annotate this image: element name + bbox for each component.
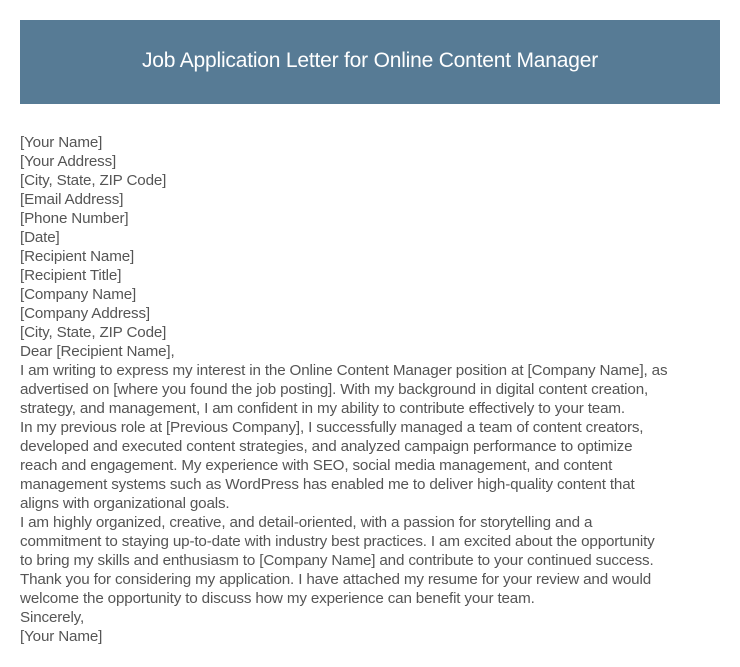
letter-date: [Date] [20, 229, 60, 246]
salutation: Dear [Recipient Name], [20, 343, 175, 360]
page-title: Job Application Letter for Online Content Manager [142, 49, 598, 72]
paragraph-line: In my previous role at [Previous Company], I successfully managed a team of content creators, [20, 419, 644, 436]
paragraph-qualities [20, 513, 725, 570]
recipient-block [20, 247, 725, 342]
paragraph-line: reach and engagement. My experience with SEO, social media management, and content [20, 457, 613, 474]
paragraph-line: advertised on [where you found the job posting]. With my background in digital content creation, [20, 381, 649, 398]
recipient-company: [Company Name] [20, 286, 137, 303]
closing: Sincerely, [20, 609, 85, 626]
paragraph-line: I am writing to express my interest in the Online Content Manager position at [Company Name], as [20, 362, 668, 379]
sender-block [20, 133, 725, 228]
paragraph-line: to bring my skills and enthusiasm to [Company Name] and contribute to your continued success. [20, 552, 654, 569]
paragraph-line: Thank you for considering my application. I have attached my resume for your review and would [20, 571, 652, 588]
paragraph-line: developed and executed content strategies, and analyzed campaign performance to optimize [20, 438, 633, 455]
paragraph-experience [20, 418, 725, 513]
paragraph-intro [20, 361, 725, 418]
paragraph-thanks [20, 570, 725, 608]
paragraph-line: commitment to staying up-to-date with industry best practices. I am excited about the opportunity [20, 533, 655, 550]
sender-phone: [Phone Number] [20, 210, 129, 227]
paragraph-line: I am highly organized, creative, and detail-oriented, with a passion for storytelling and a [20, 514, 593, 531]
paragraph-line: strategy, and management, I am confident in my ability to contribute effectively to your team. [20, 400, 625, 417]
paragraph-line: aligns with organizational goals. [20, 495, 230, 512]
sender-city-state-zip: [City, State, ZIP Code] [20, 172, 167, 189]
recipient-city-state-zip: [City, State, ZIP Code] [20, 324, 167, 341]
sender-name: [Your Name] [20, 134, 103, 151]
paragraph-line: management systems such as WordPress has enabled me to deliver high-quality content that [20, 476, 635, 493]
letter-body [20, 133, 725, 646]
title-banner [20, 20, 720, 104]
sender-email: [Email Address] [20, 191, 124, 208]
recipient-title: [Recipient Title] [20, 267, 122, 284]
recipient-name: [Recipient Name] [20, 248, 135, 265]
signature: [Your Name] [20, 628, 103, 645]
recipient-company-address: [Company Address] [20, 305, 150, 322]
sender-address: [Your Address] [20, 153, 117, 170]
paragraph-line: welcome the opportunity to discuss how my experience can benefit your team. [20, 590, 535, 607]
